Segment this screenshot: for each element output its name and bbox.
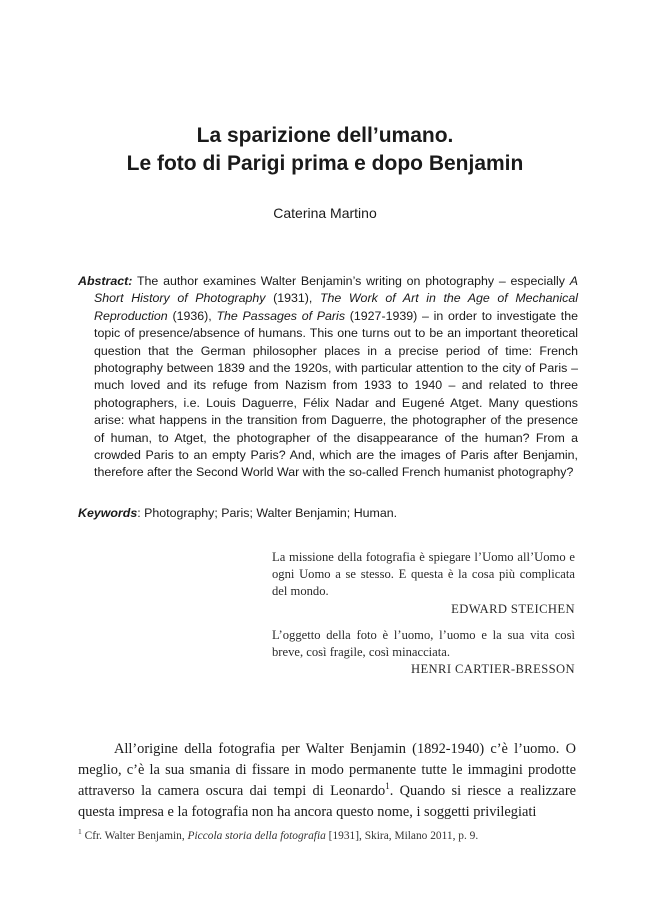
abstract-text-2: (1931),: [265, 291, 320, 306]
body-paragraph: [78, 739, 576, 823]
footnote-text-1: Cfr. Walter Benjamin,: [81, 829, 188, 842]
abstract-text-3: (1936),: [167, 308, 217, 323]
keywords-text: : Photography; Paris; Walter Benjamin; Human.: [137, 506, 398, 520]
abstract-work-3: The Passages of Paris: [216, 308, 346, 323]
epigraph-attribution: HENRI CARTIER-BRESSON: [410, 662, 575, 677]
article-title: [0, 122, 650, 178]
epigraph-quote: La missione della fotografia è spiegare l’Uomo all’Uomo e ogni Uomo a se stesso. E questa è la cosa più complicata del mondo.: [272, 550, 575, 599]
abstract-work-1: A Short History of Photography: [94, 274, 578, 306]
footnote: [78, 824, 576, 844]
keywords: [78, 505, 578, 522]
footnote-text-2: [1931], Skira, Milano 2011, p. 9.: [325, 829, 479, 842]
body-text-2: . Quando si riesce a realizzare questa impresa e la fotografia non ha ancora questo nome, i soggetti privilegiati: [78, 783, 576, 820]
author-name: Caterina Martino: [273, 205, 377, 221]
footnote-number: 1: [78, 827, 82, 836]
epigraph-steichen: [272, 549, 575, 618]
abstract-label: Abstract:: [78, 274, 133, 288]
keywords-label: Keywords: [78, 506, 138, 520]
title-line-1: La sparizione dell’umano.: [196, 124, 454, 147]
abstract-text-4: (1927-1939) – in order to investigate the topic of presence/absence of humans. This one turns out to be an important theoretical question that the German philosopher places in a precise period of time: French photography between 1839 and the 1920s, with particular attention to the city of Paris – much loved and its refuge from Nazism from 1933 to 1940 – and related to three photographers, i.e. Louis Daguerre, Félix Nadar and Eugené Atget. Many questions arise: what happens in the transition from Daguerre, the photographer of the presence of human, to Atget, the photographer of the disappearance of the human? From a crowded Paris to an empty Paris? And, which are the images of Paris after Benjamin, therefore after the Second World War with the so-called French humanist photography?: [94, 308, 578, 480]
abstract-text-1: The author examines Walter Benjamin’s writing on photography – especially: [132, 274, 570, 288]
abstract-work-2: The Work of Art in the Age of Mechanical Reproduction: [94, 291, 578, 323]
body-text-1: All’origine della fotografia per Walter Benjamin (1892-1940) c’è l’uomo. O meglio, c’è la sua smania di fissare in modo permanente tutte le immagini prodotte attraverso la camera oscura dai tempi di Leonardo: [78, 741, 576, 799]
abstract: [78, 273, 578, 482]
footnote-work-title: Piccola storia della fotografia: [187, 829, 326, 842]
title-line-2: Le foto di Parigi prima e dopo Benjamin: [126, 152, 524, 175]
footnote-reference[interactable]: 1: [385, 781, 390, 792]
epigraph-cartier-bresson: [272, 627, 575, 679]
epigraph-quote: L’oggetto della foto è l’uomo, l’uomo e la sua vita così breve, così fragile, così minacciata.: [272, 628, 575, 660]
epigraph-attribution: EDWARD STEICHEN: [451, 601, 575, 616]
